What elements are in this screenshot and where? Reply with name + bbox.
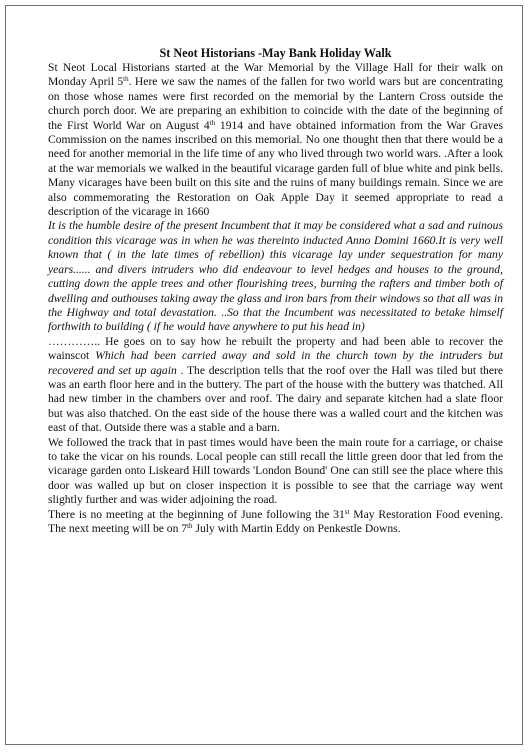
rebuild-italic-quote: Which had been carried away and sold in the church town by the intruders but recovered and set up again: [48, 349, 503, 377]
meeting-sup-a: st: [344, 507, 350, 516]
meeting-text-b: May Restoration Food evening. The next meeting will be on 7: [48, 507, 503, 535]
meeting-text-c: July with Martin Eddy on Penkestle Downs.: [192, 522, 401, 535]
intro-text-b: . Here we saw the names of the fallen for two world wars but are concentrating on those whose names were first recorded on the memorial by the Lantern Cross outside the church porch door. We are preparing an exhibition to coincide with the date of the beginning of the First World War on August 4: [48, 75, 503, 132]
paragraph-track: We followed the track that in past times would have been the main route for a carriage, or chaise to take the vicar on his rounds. Local people can still recall the little green door that led from the vicarage garden onto Liskeard Hill towards 'London Bound' One can still see the place where this door was walled up but on closer inspection it is possible to see that the carriage way went slightly further and was wider adjoining the road.: [48, 435, 503, 507]
paragraph-rebuild: [48, 335, 503, 436]
rebuild-text-b: . The description tells that the roof over the Hall was tiled but there was an earth floor here and in the buttery. The part of the house with the buttery was thatched. All had new timber in the chambers over and roof. The dairy and separate kitchen had a slate floor but was also thatched. On the east side of the house there was a walled court and the kitchen was east of that. Outside there was a stable and a barn.: [48, 363, 504, 435]
document-body: [48, 46, 503, 536]
intro-text-a: St Neot Local Historians started at the War Memorial by the Village Hall for their walk on Monday April 5: [48, 61, 503, 89]
page-sheet: [5, 5, 523, 745]
meeting-text-a: There is no meeting at the beginning of June following the 31: [48, 507, 345, 521]
intro-text-c: 1914 and have obtained information from the War Graves Commission on the names inscribed on this memorial. No one thought then that there would be a need for another memorial in the life time of any who lived through two world wars. .After a look at the war memorials we walked in the beautiful vicarage garden full of blue white and pink bells. Many vicarages have been built on this site and the ruins of many buildings remain. Since we are also commemorating the Restoration on Oak Apple Day it seemed appropriate to read a description of the vicarage in 1660: [48, 118, 503, 219]
document-title: St Neot Historians -May Bank Holiday Walk: [159, 46, 392, 60]
rebuild-text-a: He goes on to say how he rebuilt the property and had been able to recover the wainscot: [48, 334, 503, 363]
paragraph-quotation: It is the humble desire of the present Incumbent that it may be considered what a sad and ruinous condition this vicarage was in when he was thereinto inducted Anno Domini 1660.It is very well known that ( in the late times of rebellion) this vicarage lay under sequestration for many years...... and divers intruders who did endeavour to level hedges and houses to the ground, cutting down the apple trees and other flourishing trees, burning the rafters and timber both of dwelling and outhouses taking away the glass and iron bars from their windows so that all was in the Highway and total devastation. ..So that the Incumbent was necessitated to betake himself forthwith to building ( if he would have anywhere to put his head in): [48, 219, 503, 334]
intro-sup-a: th: [123, 75, 129, 84]
paragraph-next-meeting: [48, 508, 503, 537]
meeting-sup-b: th: [187, 522, 193, 530]
intro-sup-b: th: [209, 118, 216, 127]
paragraph-intro: [48, 61, 503, 219]
rebuild-dots: …………..: [48, 334, 101, 348]
